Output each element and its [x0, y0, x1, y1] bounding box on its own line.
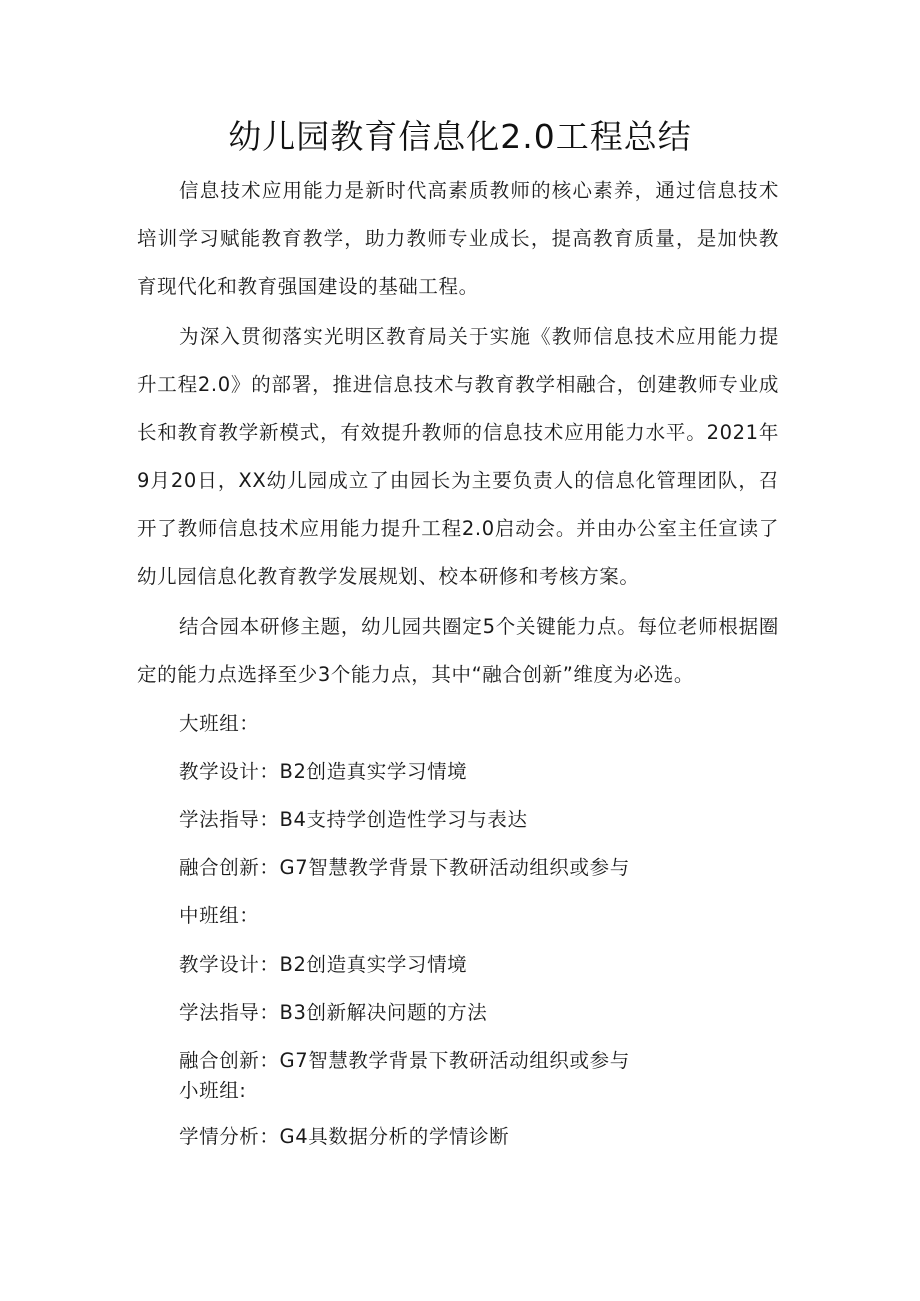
paragraph-deployment: 为深入贯彻落实光明区教育局关于实施《教师信息技术应用能力提升工程2.0》的部署，推进信息技术与教育教学相融合，创建教师专业成长和教育教学新模式，有效提升教师的信息技术应用能力水平。2021年9月20日，XX幼儿园成立了由园长为主要负责人的信息化管理团队，召开了教师信息技术应用能力提升工程2.0启动会。并由办公室主任宣读了幼儿园信息化教育教学发展规划、校本研修和考核方案。: [137, 325, 779, 588]
group-heading-small: 小班组:: [179, 1079, 247, 1102]
list-item: 融合创新：G7智慧教学背景下教研活动组织或参与: [179, 856, 630, 879]
list-item: 学法指导：B4支持学创造性学习与表达: [179, 808, 528, 831]
group-heading-large: 大班组：: [179, 712, 260, 735]
group-heading-middle: 中班组：: [179, 904, 260, 927]
list-item: 学法指导：B3创新解决问题的方法: [179, 1001, 488, 1024]
list-item: 教学设计：B2创造真实学习情境: [179, 760, 468, 783]
list-item: 教学设计：B2创造真实学习情境: [179, 953, 468, 976]
list-item: 学情分析：G4具数据分析的学情诊断: [179, 1125, 510, 1148]
paragraph-ability-points: 结合园本研修主题，幼儿园共圈定5个关键能力点。每位老师根据圈定的能力点选择至少3个能力点，其中“融合创新”维度为必选。: [137, 615, 779, 686]
list-item: 融合创新：G7智慧教学背景下教研活动组织或参与: [179, 1049, 630, 1072]
paragraph-intro: 信息技术应用能力是新时代高素质教师的核心素养，通过信息技术培训学习赋能教育教学，助力教师专业成长，提高教育质量，是加快教育现代化和教育强国建设的基础工程。: [137, 179, 779, 298]
document-title: 幼儿园教育信息化2.0工程总结: [228, 117, 692, 156]
